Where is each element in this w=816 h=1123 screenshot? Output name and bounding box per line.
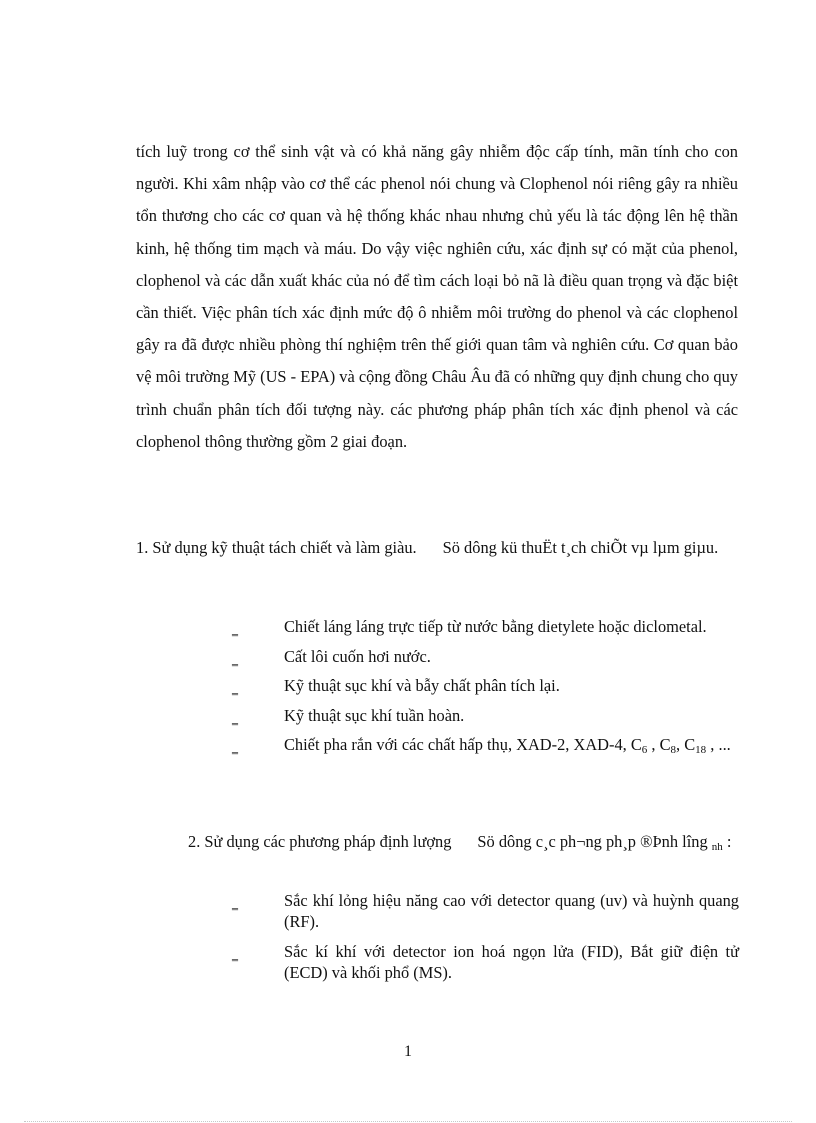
bullet-mark: ‗ — [232, 710, 238, 725]
body-paragraph: tích luỹ trong cơ thể sinh vật và có khả năng gây nhiễm độc cấp tính, mãn tính cho con người. Khi xâm nhập vào cơ thể các phenol nói chung và Clophenol nói riêng gây ra nhiều tổn thương cho các cơ quan và hệ thống khác nhau nhưng chủ yếu là tác động lên hệ thần kinh, hệ thống tim mạch và máu. Do vậy việc nghiên cứu, xác định sự có mặt của phenol, clophenol và các dẫn xuất khác của nó để tìm cách loại bỏ nã là điều quan trọng và đặc biệt cần thiết. Việc phân tích xác định mức độ ô nhiễm môi trường do phenol và các clophenol gây ra đã được nhiều phòng thí nghiệm trên thế giới quan tâm và nghiên cứu. Cơ quan bảo vệ môi trường Mỹ (US - EPA) và cộng đồng Châu Âu đã có những quy định chung cho quy trình chuẩn phân tích đối tượng này. các phương pháp phân tích xác định phenol và các clophenol thông thường gồm 2 giai đoạn. — [136, 142, 738, 451]
list-item: ‗ Kỹ thuật sục khí tuần hoàn. — [232, 705, 739, 726]
list-item: ‗ Cất lôi cuốn hơi nước. — [232, 646, 739, 667]
list-item: ‗ Kỹ thuật sục khí và bẫy chất phân tích lại. — [232, 675, 739, 696]
extraction-methods-list — [232, 616, 739, 770]
section-1-heading — [136, 533, 738, 562]
section-1-garbled-text: Sö dông kü thuËt t¸ch chiÕt vµ lµm giµu. — [442, 538, 719, 557]
list-item: ‗ Sắc kí khí với detector ion hoá ngọn lửa (FID), Bắt giữ điện tử (ECD) và khối phổ (MS). — [232, 941, 739, 982]
quantification-methods-list — [232, 890, 739, 991]
section-2-garbled-text: Sö dông c¸c ph¬ng ph¸p ®Þnh lîng — [477, 832, 708, 851]
bullet-mark: ‗ — [232, 740, 238, 754]
bullet-mark: ‗ — [232, 681, 238, 695]
bullet-mark: ‗ — [232, 651, 238, 666]
page-bottom-divider — [24, 1121, 792, 1122]
section-2-garbled-sub: nh — [711, 841, 723, 853]
page-number: 1 — [404, 1043, 412, 1060]
bullet-mark: ‗ — [232, 622, 238, 636]
list-item: ‗ Sắc khí lỏng hiệu năng cao với detector quang (uv) và huỳnh quang (RF). — [232, 891, 739, 931]
list-item: ‗ Chiết láng láng trực tiếp từ nước bằng dietylete hoặc diclometal. — [232, 616, 739, 637]
bullet-mark: ‗ — [232, 946, 238, 961]
section-2-title: 2. Sử dụng các phương pháp định lượng — [188, 832, 452, 851]
section-1-title: 1. Sử dụng kỹ thuật tách chiết và làm giàu. — [136, 538, 417, 557]
bullet-mark: ‗ — [232, 896, 238, 910]
section-2-heading: 2. Sử dụng các phương pháp định lượng Sö dông c¸c ph¬ng ph¸p ®Þnh lîng $_{nh}$ : — [188, 832, 732, 853]
list-item: ‗ Chiết pha rắn với các chất hấp thụ, XAD-2, XAD-4, $C_6$ , $C_8$, $C_{18}$ , ... — [232, 735, 731, 756]
